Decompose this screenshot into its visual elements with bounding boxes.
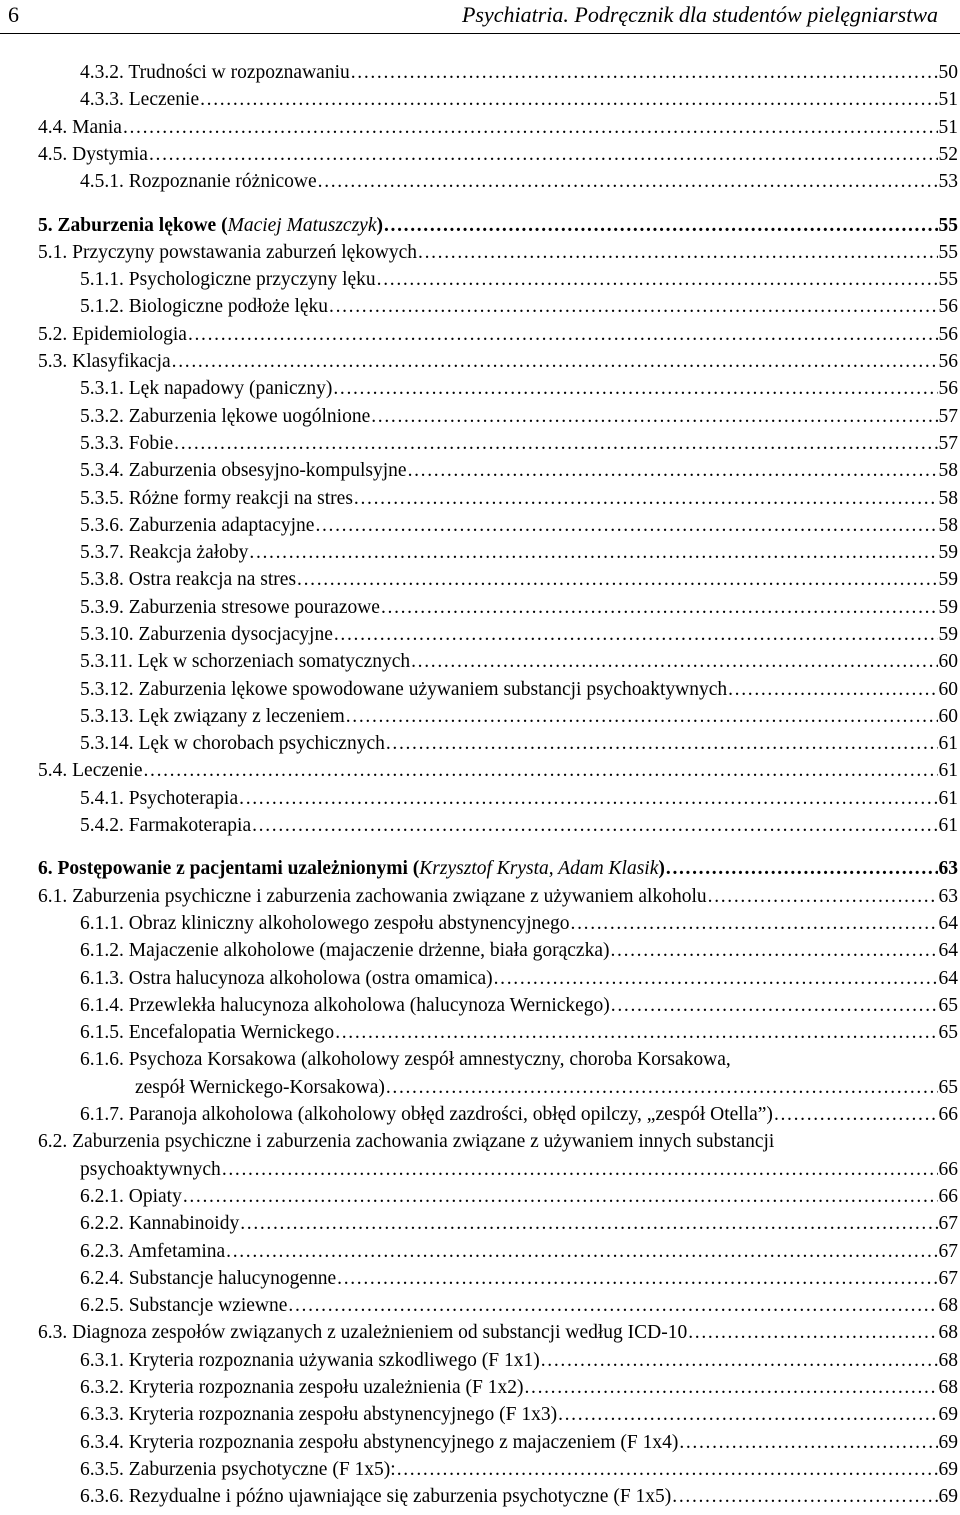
toc-dot-leader <box>315 513 937 539</box>
toc-entry-number: 5.4.1. <box>80 788 124 809</box>
toc-entry-number: 5.3.7. <box>80 542 124 563</box>
toc-dot-leader <box>384 213 938 239</box>
toc-dot-leader <box>188 322 938 348</box>
toc-dot-leader <box>418 240 937 266</box>
toc-entry <box>80 1184 958 1210</box>
toc-dot-leader <box>708 884 938 910</box>
toc-dot-leader <box>610 938 937 964</box>
toc-dot-leader <box>558 1402 937 1428</box>
toc-entry-title: Lęk związany z leczeniem <box>138 706 345 727</box>
toc-entry-author: Krzysztof Krysta, Adam Klasik <box>419 858 659 879</box>
toc-entry-page: 65 <box>938 1022 958 1043</box>
toc-entry-page: 50 <box>938 62 958 83</box>
toc-entry-number: 6.1.4. <box>80 995 124 1016</box>
toc-dot-leader <box>494 966 938 992</box>
toc-entry-title: Psychoterapia <box>128 788 239 809</box>
toc-dot-leader <box>335 1020 937 1046</box>
toc-dot-leader <box>679 1430 937 1456</box>
toc-entry <box>80 649 958 675</box>
toc-entry-number: 4.3.3. <box>80 89 124 110</box>
toc-entry <box>80 1348 958 1374</box>
toc-dot-leader <box>728 677 937 703</box>
toc-entry-number: 6.2.4. <box>80 1268 124 1289</box>
toc-dot-leader <box>149 142 938 168</box>
toc-entry-number: 5.3.9. <box>80 597 124 618</box>
toc-entry-page: 57 <box>938 406 958 427</box>
toc-entry-title: zespół Wernickego-Korsakowa) <box>135 1077 385 1098</box>
toc-entry <box>80 513 958 539</box>
toc-entry <box>80 1457 958 1483</box>
toc-entry-title: Rezydualne i późno ujawniające się zaburzenia psychotyczne (F 1x5) <box>128 1486 672 1507</box>
toc-entry-title: Substancje wziewne <box>128 1295 288 1316</box>
toc-entry-number: 6. <box>38 858 53 879</box>
toc-entry-number: 5.3.8. <box>80 569 124 590</box>
toc-entry <box>80 966 958 992</box>
toc-dot-leader <box>774 1102 938 1128</box>
toc-entry-page: 60 <box>938 651 958 672</box>
toc-entry <box>80 60 958 86</box>
toc-entry <box>80 1430 958 1456</box>
toc-entry-page: 68 <box>938 1377 958 1398</box>
toc-entry-title: Zaburzenia psychiczne i zaburzenia zachowania związane z używaniem alkoholu <box>72 886 707 907</box>
toc-entry <box>80 1375 958 1401</box>
toc-dot-leader <box>354 486 938 512</box>
toc-dot-leader <box>337 1266 937 1292</box>
toc-entry-title: Biologiczne podłoże lęku <box>128 296 329 317</box>
toc-entry-title-end: ) <box>376 215 383 236</box>
toc-dot-leader <box>329 294 937 320</box>
toc-entry <box>80 540 958 566</box>
toc-entry-title: Rozpoznanie różnicowe <box>128 171 317 192</box>
toc-entry-page: 63 <box>938 858 958 879</box>
toc-entry-number: 6.1.6. <box>80 1049 124 1070</box>
toc-dot-leader <box>249 540 937 566</box>
toc-entry-title: Zaburzenia psychiczne i zaburzenia zachowania związane z używaniem innych substancji <box>72 1131 775 1152</box>
toc-dot-leader <box>240 1211 937 1237</box>
toc-entry-number: 5.3.4. <box>80 460 124 481</box>
toc-entry-title: Obraz kliniczny alkoholowego zespołu abstynencyjnego <box>128 913 570 934</box>
toc-entry-title: Postępowanie z pacjentami uzależnionymi ( <box>57 858 420 879</box>
toc-dot-leader <box>386 731 938 757</box>
toc-chapter <box>38 856 958 882</box>
toc-entry-title: Kryteria rozpoznania zespołu abstynencyjnego z majaczeniem (F 1x4) <box>128 1432 679 1453</box>
toc-entry-title: psychoaktywnych <box>80 1159 221 1180</box>
toc-entry-page: 60 <box>938 706 958 727</box>
toc-entry <box>80 1293 958 1319</box>
toc-entry-number: 5.3.10. <box>80 624 134 645</box>
toc-entry <box>80 813 958 839</box>
toc-dot-leader <box>222 1157 938 1183</box>
toc-entry-page: 55 <box>938 242 958 263</box>
toc-dot-leader <box>688 1320 937 1346</box>
toc-entry <box>80 911 958 937</box>
toc-entry-page: 61 <box>938 815 958 836</box>
toc-entry-title: Zaburzenia adaptacyjne <box>128 515 315 536</box>
toc-entry-page: 56 <box>938 324 958 345</box>
page-header <box>0 0 960 36</box>
toc-entry-title: Zaburzenia obsesyjno-kompulsyjne <box>128 460 407 481</box>
toc-entry-number: 5.1. <box>38 242 68 263</box>
toc-dot-leader <box>183 1184 938 1210</box>
toc-entry-page: 61 <box>938 733 958 754</box>
toc-entry-page: 61 <box>938 788 958 809</box>
toc-entry-page: 63 <box>938 886 958 907</box>
toc-entry-page: 68 <box>938 1350 958 1371</box>
toc-entry-number: 6.1.5. <box>80 1022 124 1043</box>
toc-entry-title: Leczenie <box>72 760 143 781</box>
toc-entry-title: Majaczenie alkoholowe (majaczenie drżenne, biała gorączka) <box>128 940 610 961</box>
toc-entry-number: 5.3.13. <box>80 706 134 727</box>
toc-dot-leader <box>143 758 937 784</box>
toc-entry-title: Farmakoterapia <box>128 815 252 836</box>
toc-entry-title: Ostra reakcja na stres <box>128 569 297 590</box>
toc-dot-leader <box>408 458 938 484</box>
toc-dot-leader <box>397 1457 938 1483</box>
toc-entry <box>38 115 958 141</box>
toc-entry-title: Kannabinoidy <box>128 1213 240 1234</box>
toc-entry <box>80 87 958 113</box>
toc-entry-page: 69 <box>938 1432 958 1453</box>
toc-entry-number: 5.3.3. <box>80 433 124 454</box>
toc-entry <box>135 1075 958 1101</box>
toc-entry-number: 5.2. <box>38 324 68 345</box>
toc-entry <box>80 458 958 484</box>
toc-entry-number: 6.3.1. <box>80 1350 124 1371</box>
toc-entry-title: Przewlekła halucynoza alkoholowa (halucynoza Wernickego) <box>128 995 610 1016</box>
toc-entry <box>38 142 958 168</box>
toc-entry <box>80 1047 958 1073</box>
toc-entry-number: 6.1.1. <box>80 913 124 934</box>
toc-entry <box>38 240 958 266</box>
toc-entry-title: Opiaty <box>128 1186 182 1207</box>
toc-entry-number: 6.2.3. <box>80 1241 124 1262</box>
toc-dot-leader <box>288 1293 937 1319</box>
toc-entry-title: Zaburzenia lękowe uogólnione <box>128 406 371 427</box>
toc-dot-leader <box>334 622 938 648</box>
toc-entry-page: 64 <box>938 940 958 961</box>
toc-entry-page: 67 <box>938 1268 958 1289</box>
toc-entry <box>80 1484 958 1510</box>
toc-entry-title: Trudności w rozpoznawaniu <box>128 62 350 83</box>
toc-entry <box>38 349 958 375</box>
toc-entry-number: 5.3.5. <box>80 488 124 509</box>
toc-entry-page: 52 <box>938 144 958 165</box>
toc-entry-number: 5.1.2. <box>80 296 124 317</box>
toc-entry-number: 4.5. <box>38 144 68 165</box>
toc-entry <box>80 404 958 430</box>
toc-entry-page: 57 <box>938 433 958 454</box>
toc-entry-number: 6.2.2. <box>80 1213 124 1234</box>
toc-entry <box>38 322 958 348</box>
toc-entry-page: 56 <box>938 378 958 399</box>
toc-dot-leader <box>239 786 937 812</box>
running-title: Psychiatria. Podręcznik dla studentów pielęgniarstwa <box>461 2 938 27</box>
toc-entry <box>80 786 958 812</box>
toc-entry-page: 56 <box>938 351 958 372</box>
toc-entry <box>80 169 958 195</box>
toc-entry-title: Dystymia <box>72 144 148 165</box>
toc-dot-leader <box>541 1348 938 1374</box>
toc-dot-leader <box>346 704 938 730</box>
toc-entry-title: Zaburzenia dysocjacyjne <box>138 624 333 645</box>
toc-dot-leader <box>524 1375 937 1401</box>
toc-entry-title: Epidemiologia <box>72 324 187 345</box>
toc-entry-title: Psychoza Korsakowa (alkoholowy zespół amnestyczny, choroba Korsakowa, <box>128 1049 731 1070</box>
toc-entry-title: Różne formy reakcji na stres <box>128 488 353 509</box>
toc-dot-leader <box>371 404 937 430</box>
toc-entry-title: Przyczyny powstawania zaburzeń lękowych <box>72 242 418 263</box>
toc-entry-title: Klasyfikacja <box>72 351 171 372</box>
toc-entry-page: 51 <box>938 89 958 110</box>
toc-dot-leader <box>297 567 937 593</box>
toc-entry-title: Zaburzenia lękowe ( <box>57 215 228 236</box>
toc-entry-title: Zaburzenia stresowe pourazowe <box>128 597 380 618</box>
toc-entry <box>80 1402 958 1428</box>
toc-entry-page: 51 <box>938 117 958 138</box>
toc-entry-page: 65 <box>938 995 958 1016</box>
toc-dot-leader <box>333 376 937 402</box>
toc-entry <box>80 622 958 648</box>
toc-entry-number: 6.1.3. <box>80 968 124 989</box>
toc-entry-number: 6.3. <box>38 1322 68 1343</box>
toc-chapter <box>38 213 958 239</box>
toc-entry-number: 4.5.1. <box>80 171 124 192</box>
toc-entry <box>80 1157 958 1183</box>
toc-entry-page: 55 <box>938 215 958 236</box>
toc-entry-number: 5.3.2. <box>80 406 124 427</box>
toc-entry-page: 56 <box>938 296 958 317</box>
toc-entry-page: 66 <box>938 1186 958 1207</box>
toc-entry-title: Zaburzenia psychotyczne (F 1x5): <box>128 1459 396 1480</box>
toc-entry <box>80 1266 958 1292</box>
toc-entry-number: 4.4. <box>38 117 68 138</box>
toc-entry-number: 6.3.2. <box>80 1377 124 1398</box>
toc-entry-page: 68 <box>938 1295 958 1316</box>
toc-dot-leader <box>351 60 938 86</box>
toc-entry-page: 53 <box>938 171 958 192</box>
toc-entry-number: 5.3.12. <box>80 679 134 700</box>
toc-entry-title: Leczenie <box>128 89 200 110</box>
toc-entry-title: Fobie <box>128 433 174 454</box>
toc-entry-page: 58 <box>938 460 958 481</box>
toc-entry-title: Diagnoza zespołów związanych z uzależnieniem od substancji według ICD-10 <box>72 1322 688 1343</box>
toc-dot-leader <box>611 993 938 1019</box>
toc-entry-page: 59 <box>938 624 958 645</box>
toc-entry-number: 5.3.6. <box>80 515 124 536</box>
toc-dot-leader <box>226 1239 937 1265</box>
toc-entry-page: 59 <box>938 569 958 590</box>
toc-entry-page: 67 <box>938 1241 958 1262</box>
toc-entry-page: 69 <box>938 1404 958 1425</box>
toc-entry-author: Maciej Matuszczyk <box>227 215 377 236</box>
toc-entry-page: 68 <box>938 1322 958 1343</box>
toc-entry <box>80 1020 958 1046</box>
toc-entry-page: 58 <box>938 488 958 509</box>
toc-entry-page: 69 <box>938 1486 958 1507</box>
toc-entry-title: Kryteria rozpoznania używania szkodliwego (F 1x1) <box>128 1350 540 1371</box>
toc-entry-title: Lęk napadowy (paniczny) <box>128 378 333 399</box>
toc-entry <box>38 884 958 910</box>
toc-entry-number: 5. <box>38 215 53 236</box>
toc-entry-page: 64 <box>938 968 958 989</box>
toc-dot-leader <box>377 267 938 293</box>
toc-dot-leader <box>672 1484 937 1510</box>
toc-entry-number: 6.3.3. <box>80 1404 124 1425</box>
toc-dot-leader <box>571 911 938 937</box>
toc-entry-number: 6.3.6. <box>80 1486 124 1507</box>
toc-entry <box>80 595 958 621</box>
toc-entry-title: Encefalopatia Wernickego <box>128 1022 335 1043</box>
header-rule <box>0 33 960 34</box>
toc-entry <box>38 1320 958 1346</box>
toc-entry-title: Zaburzenia lękowe spowodowane używaniem substancji psychoaktywnych <box>138 679 728 700</box>
toc-dot-leader <box>123 115 938 141</box>
toc-entry-page: 65 <box>938 1077 958 1098</box>
toc-entry-page: 61 <box>938 760 958 781</box>
toc-entry-page: 58 <box>938 515 958 536</box>
toc-entry-page: 64 <box>938 913 958 934</box>
toc-entry <box>80 567 958 593</box>
toc-entry-number: 4.3.2. <box>80 62 124 83</box>
toc-dot-leader <box>386 1075 938 1101</box>
toc-entry <box>80 376 958 402</box>
toc-entry-title: Kryteria rozpoznania zespołu abstynencyjnego (F 1x3) <box>128 1404 558 1425</box>
toc-entry <box>80 938 958 964</box>
toc-entry-number: 5.1.1. <box>80 269 124 290</box>
toc-entry-number: 6.1.2. <box>80 940 124 961</box>
toc-dot-leader <box>318 169 938 195</box>
toc-entry-page: 59 <box>938 542 958 563</box>
toc-entry <box>80 1239 958 1265</box>
toc-entry-number: 5.3.11. <box>80 651 133 672</box>
toc-entry-title: Lęk w schorzeniach somatycznych <box>137 651 411 672</box>
toc-entry-title: Amfetamina <box>127 1241 226 1262</box>
toc-dot-leader <box>252 813 937 839</box>
toc-entry-number: 6.2.5. <box>80 1295 124 1316</box>
toc-entry-number: 6.2.1. <box>80 1186 124 1207</box>
toc-entry-page: 66 <box>938 1159 958 1180</box>
toc-dot-leader <box>411 649 937 675</box>
toc-entry-number: 5.3. <box>38 351 68 372</box>
toc-entry-page: 55 <box>938 269 958 290</box>
toc-entry-title: Mania <box>72 117 122 138</box>
toc-entry <box>80 431 958 457</box>
toc-entry <box>80 294 958 320</box>
toc-entry-number: 5.4. <box>38 760 68 781</box>
toc-entry-page: 60 <box>938 679 958 700</box>
toc-entry-number: 6.3.5. <box>80 1459 124 1480</box>
toc-entry-number: 6.1.7. <box>80 1104 124 1125</box>
toc-entry-number: 6.2. <box>38 1131 68 1152</box>
toc-entry-number: 6.3.4. <box>80 1432 124 1453</box>
toc-entry <box>38 1129 958 1155</box>
page-number: 6 <box>8 2 19 27</box>
toc-entry-title: Psychologiczne przyczyny lęku <box>128 269 376 290</box>
toc-entry <box>80 486 958 512</box>
toc-entry-number: 5.3.14. <box>80 733 134 754</box>
toc-entry-page: 67 <box>938 1213 958 1234</box>
toc-entry-title: Reakcja żałoby <box>128 542 249 563</box>
toc-entry <box>80 267 958 293</box>
toc-entry <box>38 758 958 784</box>
toc-entry-number: 6.1. <box>38 886 68 907</box>
toc-entry <box>80 731 958 757</box>
toc-dot-leader <box>174 431 937 457</box>
toc-entry-title: Kryteria rozpoznania zespołu uzależnienia (F 1x2) <box>128 1377 524 1398</box>
toc-entry-title: Lęk w chorobach psychicznych <box>138 733 385 754</box>
toc-entry <box>80 704 958 730</box>
toc-entry-page: 59 <box>938 597 958 618</box>
toc-entry-title: Paranoja alkoholowa (alkoholowy obłęd zazdrości, obłęd opilczy, „zespół Otella”) <box>128 1104 773 1125</box>
toc-entry <box>80 993 958 1019</box>
toc-dot-leader <box>381 595 938 621</box>
toc-entry-page: 69 <box>938 1459 958 1480</box>
toc-entry-title: Ostra halucynoza alkoholowa (ostra omamica) <box>128 968 493 989</box>
toc-entry <box>80 677 958 703</box>
toc-entry <box>80 1211 958 1237</box>
toc-entry-page: 66 <box>938 1104 958 1125</box>
toc-entry-number: 5.4.2. <box>80 815 124 836</box>
toc-entry-number: 5.3.1. <box>80 378 124 399</box>
toc-entry-title: Substancje halucynogenne <box>128 1268 337 1289</box>
toc-entry-title-end: ) <box>658 858 665 879</box>
toc-dot-leader <box>172 349 938 375</box>
toc-dot-leader <box>200 87 937 113</box>
toc-entry <box>80 1102 958 1128</box>
toc-dot-leader <box>666 856 938 882</box>
